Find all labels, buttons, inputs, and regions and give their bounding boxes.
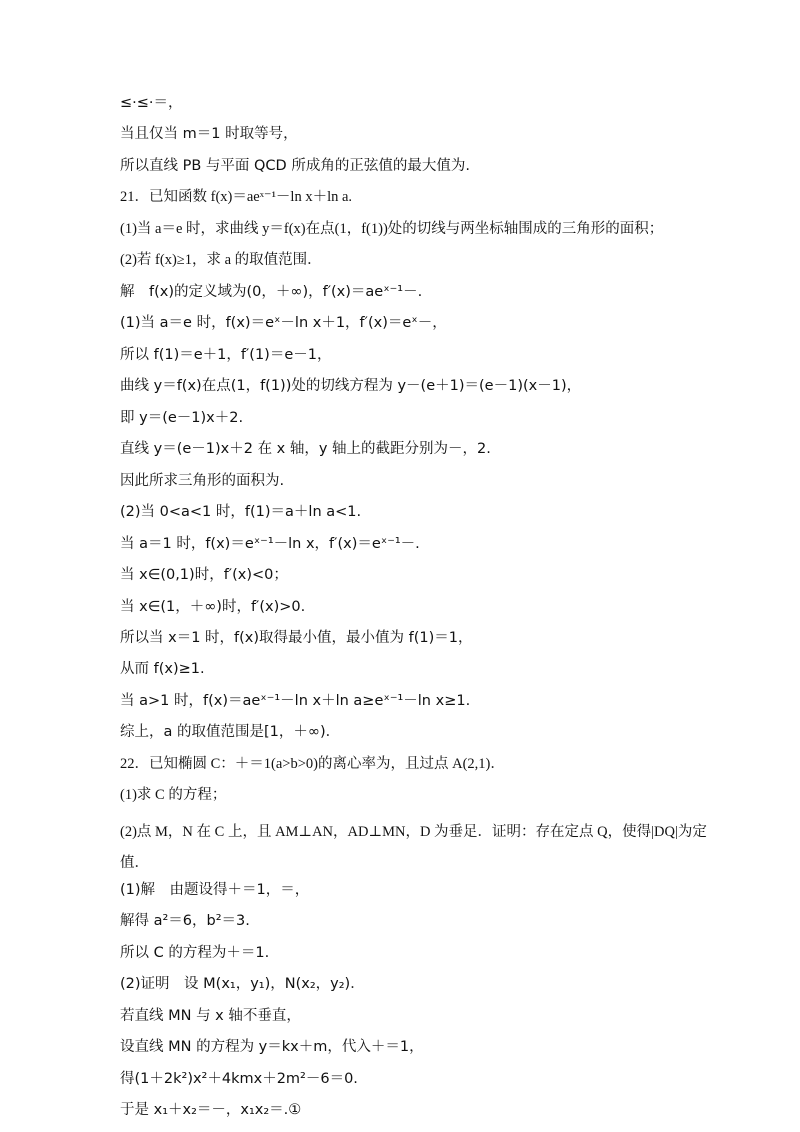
problem-22-title: 22．已知椭圆 C：＋＝1(a>b>0)的离心率为，且过点 A(2,1)． <box>120 756 505 772</box>
solution-21-line: 当 a>1 时，f(x)＝aeˣ⁻¹－ln x＋ln a≥eˣ⁻¹－ln x≥1. <box>120 693 471 709</box>
problem-21-part-2: (2)若 f(x)≥1，求 a 的取值范围． <box>120 252 322 268</box>
solution-22-line: 得(1＋2k²)x²＋4kmx＋2m²－6＝0. <box>120 1071 358 1087</box>
solution-21-line: 因此所求三角形的面积为. <box>120 473 285 489</box>
solution-21-domain: 解 f(x)的定义域为(0，＋∞)，f′(x)＝aeˣ⁻¹－. <box>120 284 423 300</box>
solution-21-conclusion: 综上，a 的取值范围是[1，＋∞)． <box>120 724 341 740</box>
solution-21-line: 当 a＝1 时，f(x)＝eˣ⁻¹－ln x，f′(x)＝eˣ⁻¹－. <box>120 536 420 552</box>
solution-22-line: 于是 x₁＋x₂＝－，x₁x₂＝.① <box>120 1102 302 1118</box>
solution-21-line: 曲线 y＝f(x)在点(1，f(1))处的切线方程为 y－(e＋1)＝(e－1)(x－1)， <box>120 378 582 394</box>
problem-22-part-2: (2)点 M，N 在 C 上，且 AM⊥AN，AD⊥MN，D 为垂足．证明：存在定点 Q，使得|DQ|为定值． <box>120 824 707 871</box>
solution-22-line: 所以 C 的方程为＋＝1. <box>120 945 270 961</box>
solution-21-line: 直线 y＝(e－1)x＋2 在 x 轴，y 轴上的截距分别为－，2. <box>120 441 491 457</box>
solution-21-line: 当 x∈(0,1)时，f′(x)<0； <box>120 567 288 583</box>
solution-22-line: 若直线 MN 与 x 轴不垂直， <box>120 1008 301 1024</box>
solution-22-line: 解得 a²＝6，b²＝3. <box>120 913 250 929</box>
solution-21-line: 所以 f(1)＝e＋1，f′(1)＝e－1， <box>120 347 332 363</box>
solution-21-line: 所以当 x＝1 时，f(x)取得最小值，最小值为 f(1)＝1， <box>120 630 473 646</box>
problem-22-part-1: (1)求 C 的方程； <box>120 787 227 803</box>
solution-22-line: 设直线 MN 的方程为 y＝kx＋m，代入＋＝1， <box>120 1039 424 1055</box>
solution-21-line: (2)当 0<a<1 时，f(1)＝a＋ln a<1. <box>120 504 362 520</box>
solution-21-line: 当 x∈(1，＋∞)时，f′(x)>0. <box>120 599 306 615</box>
text-line-2: 当且仅当 m＝1 时取等号， <box>120 126 298 142</box>
text-line-1: ≤·≤·＝， <box>120 95 183 111</box>
text-line-3: 所以直线 PB 与平面 QCD 所成角的正弦值的最大值为. <box>120 158 470 174</box>
problem-21-title: 21．已知函数 f(x)＝aeˣ⁻¹－ln x＋ln a. <box>120 189 353 205</box>
solution-22-line: (1)解 由题设得＋＝1，＝， <box>120 882 310 898</box>
problem-21-part-1: (1)当 a＝e 时，求曲线 y＝f(x)在点(1，f(1))处的切线与两坐标轴围成的三角形的面积； <box>120 221 664 237</box>
solution-21-line: 从而 f(x)≥1. <box>120 661 205 677</box>
solution-22-proof-start: (2)证明 设 M(x₁，y₁)，N(x₂，y₂)． <box>120 976 365 992</box>
solution-21-line: (1)当 a＝e 时，f(x)＝eˣ－ln x＋1，f′(x)＝eˣ－， <box>120 315 447 331</box>
solution-21-line: 即 y＝(e－1)x＋2. <box>120 410 244 426</box>
